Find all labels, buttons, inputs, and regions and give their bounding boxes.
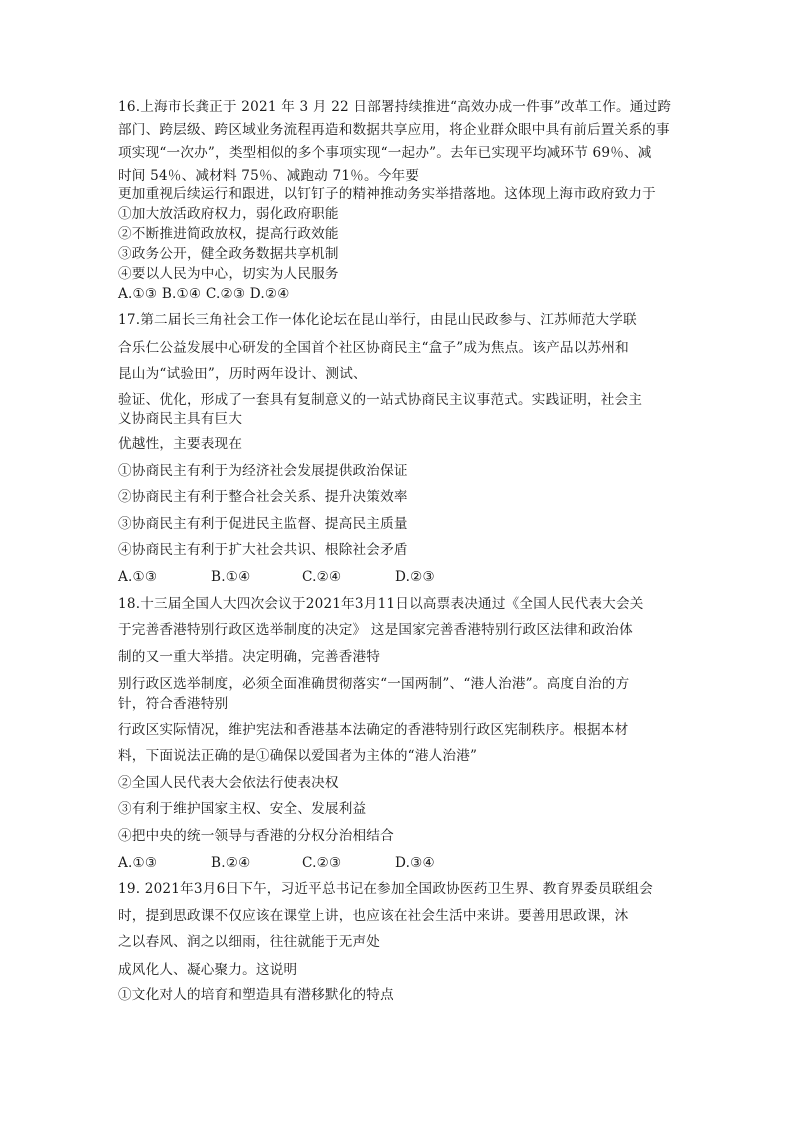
- q16-line-1: 16.上海市长龚正于 2021 年 3 月 22 日部署持续推进“高效办成一件事”改革工作。通过跨: [118, 99, 672, 115]
- q18-line-1: 18.十三届全国人大四次会议于2021年3月11日以高票表决通过《全国人民代表大会关: [118, 596, 644, 612]
- q17-line-3: 昆山为“试验田”，历时两年设计、测试、: [118, 366, 367, 382]
- q18-option-4: ④把中央的统一领导与香港的分权分治相结合: [118, 828, 394, 844]
- q16-answers: A.①③ B.①④ C.②③ D.②④: [118, 286, 290, 302]
- q17-answer-d: D.②③: [395, 569, 435, 585]
- q18-option-2: ②全国人民代表大会依法行使表决权: [118, 775, 339, 791]
- q18-answer-b: B.②④: [211, 855, 251, 871]
- q18-line-4: 别行政区选举制度，必须全面准确贯彻落实“一国两制”、“港人治港”。高度自治的方: [118, 676, 630, 692]
- q19-line-1: 19. 2021年3月6日下午，习近平总书记在参加全国政协医药卫生界、教育界委员联组会: [118, 881, 654, 897]
- q17-line-4: 验证、优化，形成了一套具有复制意义的一站式协商民主议事范式。实践证明，社会主: [118, 392, 643, 408]
- q17-option-3: ③协商民主有利于促进民主监督、提高民主质量: [118, 516, 408, 532]
- q17-answer-b: B.①④: [211, 569, 251, 585]
- q17-line-6: 优越性，主要表现在: [118, 436, 243, 452]
- q17-option-1: ①协商民主有利于为经济社会发展提供政治保证: [118, 463, 408, 479]
- q17-answer-a: A.①③: [118, 569, 158, 585]
- q17-line-1: 17.第二届长三角社会工作一体化论坛在昆山举行，由昆山民政参与、江苏师范大学联: [118, 312, 637, 328]
- q16-line-2: 部门、跨层级、跨区域业务流程再造和数据共享应用，将企业群众眼中具有前后置关系的事: [118, 122, 670, 138]
- q16-line-4: 时间 54％、减材料 75％、减跑动 71％。今年要: [118, 168, 420, 184]
- q18-option-3: ③有利于维护国家主权、安全、发展利益: [118, 801, 367, 817]
- q18-line-5: 针，符合香港特别: [118, 696, 229, 712]
- q18-line-3: 制的又一重大举措。决定明确，完善香港特: [118, 649, 381, 665]
- q19-line-4: 成风化人、凝心聚力。这说明: [118, 962, 298, 978]
- q19-line-2: 时，提到思政课不仅应该在课堂上讲，也应该在社会生活中来讲。要善用思政课，沐: [118, 908, 629, 924]
- q18-line-6: 行政区实际情况，维护宪法和香港基本法确定的香港特别行政区宪制秩序。根据本材: [118, 722, 629, 738]
- q16-option-1: ①加大放活政府权力，弱化政府职能: [118, 206, 339, 222]
- q18-line-2: 于完善香港特别行政区选举制度的决定》 这是国家完善香港特别行政区法律和政治体: [118, 622, 633, 638]
- q17-option-2: ②协商民主有利于整合社会关系、提升决策效率: [118, 489, 408, 505]
- q19-line-3: 之以春风、润之以细雨，往往就能于无声处: [118, 934, 381, 950]
- q16-option-4: ④要以人民为中心，切实为人民服务: [118, 266, 339, 282]
- q19-option-1: ①文化对人的培育和塑造具有潜移默化的特点: [118, 987, 394, 1003]
- q17-option-4: ④协商民主有利于扩大社会共识、根除社会矛盾: [118, 542, 408, 558]
- q16-line-5: 更加重视后续运行和跟进，以钉钉子的精神推动务实举措落地。这体现上海市政府致力于: [118, 186, 656, 202]
- q18-answer-d: D.③④: [395, 855, 435, 871]
- q16-option-3: ③政务公开，健全政务数据共享机制: [118, 246, 339, 262]
- q18-line-7: 料，下面说法正确的是①确保以爱国者为主体的“港人治港”: [118, 748, 478, 764]
- q17-line-5: 义协商民主具有巨大: [118, 411, 243, 427]
- q16-option-2: ②不断推进简政放权，提高行政效能: [118, 226, 339, 242]
- q17-answer-c: C.②④: [302, 569, 342, 585]
- q16-line-3: 项实现“一次办”，类型相似的多个事项实现“一起办”。去年已实现平均减环节 69％、减: [118, 145, 652, 161]
- q18-answer-c: C.②③: [302, 855, 342, 871]
- q18-answer-a: A.①③: [118, 855, 158, 871]
- q17-line-2: 合乐仁公益发展中心研发的全国首个社区协商民主“盒子”成为焦点。该产品以苏州和: [118, 340, 629, 356]
